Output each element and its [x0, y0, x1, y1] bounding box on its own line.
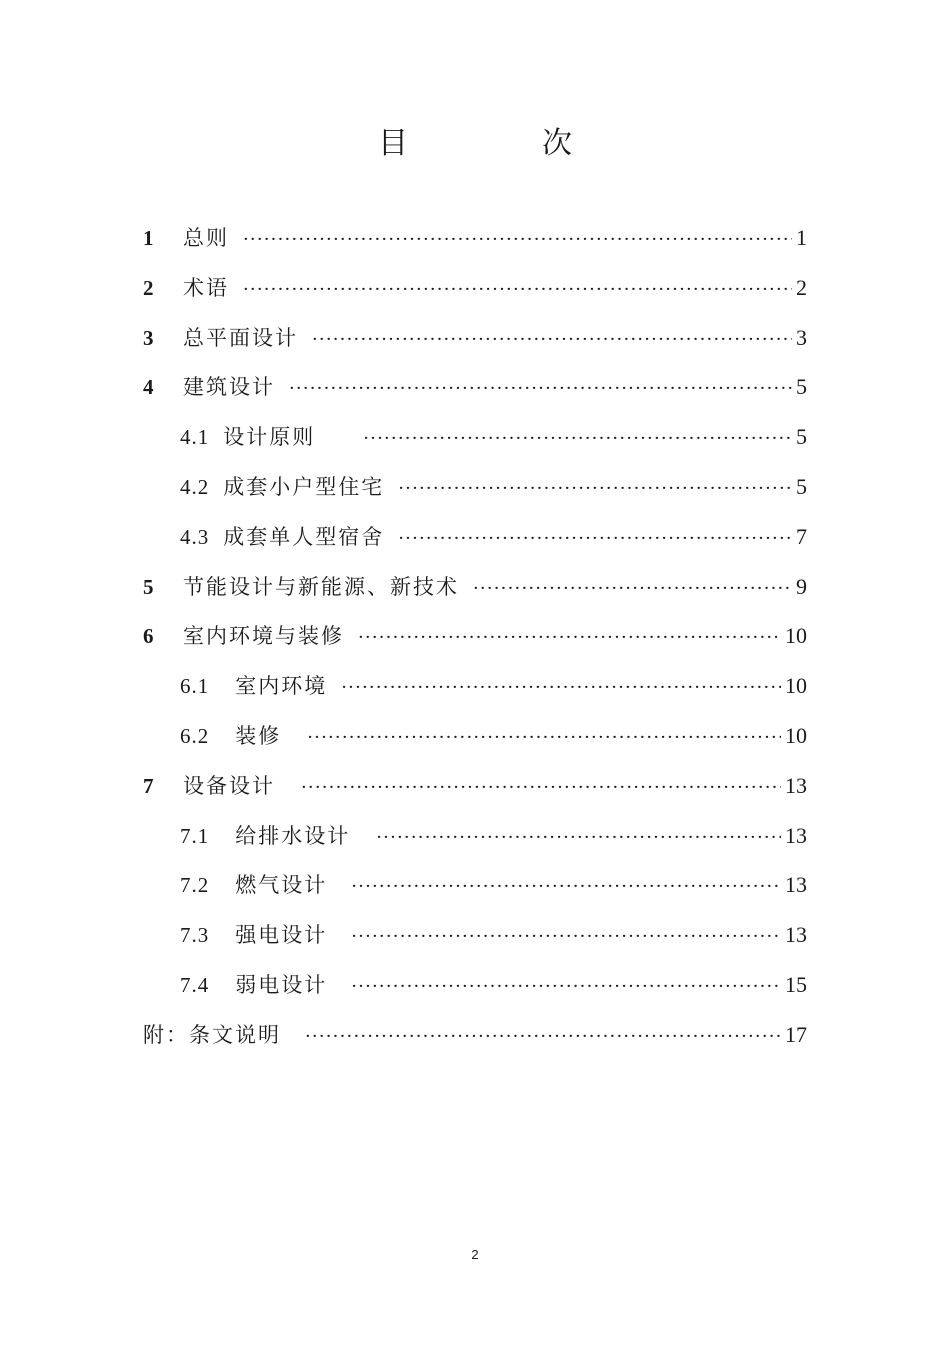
dot-leader: [473, 578, 792, 599]
dot-leader: [312, 329, 792, 350]
toc-entry-7[interactable]: [143, 770, 807, 820]
toc-entry-number: 7.1: [180, 823, 210, 848]
toc-entry-label: 设计原则: [223, 425, 316, 450]
toc-entry-page: 13: [785, 872, 807, 898]
toc-entry-6[interactable]: [143, 620, 807, 670]
toc-entry-page: 13: [785, 772, 807, 798]
dot-leader: [289, 378, 792, 399]
dot-leader: [351, 976, 781, 997]
toc-entry-page: 3: [796, 324, 807, 350]
page-number: 2: [471, 1247, 479, 1262]
toc-entry-number: 7.4: [180, 972, 210, 997]
toc-entry-label: 给排水设计: [235, 823, 351, 848]
toc-entry-4-1[interactable]: [143, 421, 807, 471]
toc-entry-page: 13: [785, 922, 807, 948]
dot-leader: [358, 627, 781, 648]
toc-entry-label: 节能设计与新能源、新技术: [183, 574, 459, 599]
toc-entry-page: 10: [785, 623, 807, 649]
toc-entry-label: 建筑设计: [183, 375, 275, 400]
toc-entry-number: 5: [143, 574, 154, 599]
toc-entry-label: 装修: [235, 723, 282, 748]
dot-leader: [307, 727, 781, 748]
toc-entry-label: 附：条文说明: [143, 1022, 281, 1047]
toc-entry-page: 2: [796, 274, 807, 300]
toc-entry-label: 强电设计: [235, 923, 328, 948]
toc-entry-label: 设备设计: [183, 773, 275, 798]
dot-leader: [363, 428, 792, 449]
toc-entry-4[interactable]: [143, 371, 807, 421]
toc-entry-number: 6.1: [180, 674, 210, 699]
toc-entry-4-2[interactable]: [143, 471, 807, 521]
toc-entry-7-2[interactable]: [143, 869, 807, 919]
toc-entry-6-2[interactable]: [143, 720, 807, 770]
toc-entry-page: 17: [785, 1021, 807, 1047]
toc-entry-label: 室内环境与装修: [183, 624, 344, 649]
dot-leader: [243, 279, 792, 300]
dot-leader: [243, 229, 792, 250]
toc-entry-7-1[interactable]: [143, 820, 807, 870]
toc-entry-page: 9: [796, 573, 807, 599]
toc-entry-number: 7: [143, 773, 154, 798]
toc-entry-label: 总则: [183, 226, 229, 250]
toc-entry-3[interactable]: [143, 322, 807, 372]
toc-entry-4-3[interactable]: [143, 521, 807, 571]
dot-leader: [341, 677, 781, 698]
toc-entry-number: 4.1: [180, 425, 210, 450]
toc-entry-number: 6.2: [180, 723, 210, 748]
toc-entry-6-1[interactable]: [143, 670, 807, 720]
toc-entry-page: 7: [796, 523, 807, 549]
toc-entry-label: 术语: [183, 275, 229, 300]
toc-entry-page: 5: [796, 424, 807, 450]
dot-leader: [351, 876, 781, 897]
toc-entry-number: 7.3: [180, 923, 210, 948]
toc-title: 目 次: [378, 126, 624, 161]
toc-entry-number: 2: [143, 275, 154, 300]
dot-leader: [398, 478, 792, 499]
toc-entry-page: 10: [785, 673, 807, 699]
dot-leader: [398, 528, 792, 549]
dot-leader: [305, 1026, 781, 1047]
toc-entry-1[interactable]: [143, 222, 807, 272]
toc-entry-page: 15: [785, 971, 807, 997]
toc-entry-label: 弱电设计: [235, 972, 328, 997]
toc-entry-number: 1: [143, 226, 154, 250]
toc-entry-number: 7.2: [180, 873, 210, 898]
toc-entry-label: 成套单人型宿舍: [223, 524, 385, 549]
toc-entry-number: 3: [143, 325, 154, 350]
toc-entry-label: 室内环境: [235, 674, 328, 699]
toc-entry-5[interactable]: [143, 571, 807, 621]
table-of-contents: [143, 222, 807, 1069]
toc-entry-7-3[interactable]: [143, 919, 807, 969]
toc-entry-label: 总平面设计: [183, 325, 298, 350]
toc-entry-number: 4: [143, 375, 154, 400]
toc-entry-page: 10: [785, 722, 807, 748]
toc-entry-7-4[interactable]: [143, 969, 807, 1019]
toc-entry-page: 5: [796, 473, 807, 499]
toc-entry-label: 燃气设计: [235, 873, 328, 898]
toc-entry-appendix[interactable]: [143, 1019, 807, 1069]
toc-entry-label: 成套小户型住宅: [223, 474, 385, 499]
toc-entry-page: 5: [796, 374, 807, 400]
dot-leader: [376, 827, 781, 848]
dot-leader: [351, 926, 781, 947]
toc-entry-page: 13: [785, 822, 807, 848]
toc-entry-page: 1: [796, 225, 807, 250]
toc-entry-number: 4.3: [180, 524, 210, 549]
toc-entry-2[interactable]: [143, 272, 807, 322]
toc-entry-number: 6: [143, 624, 154, 649]
toc-entry-number: 4.2: [180, 474, 210, 499]
dot-leader: [301, 777, 781, 798]
